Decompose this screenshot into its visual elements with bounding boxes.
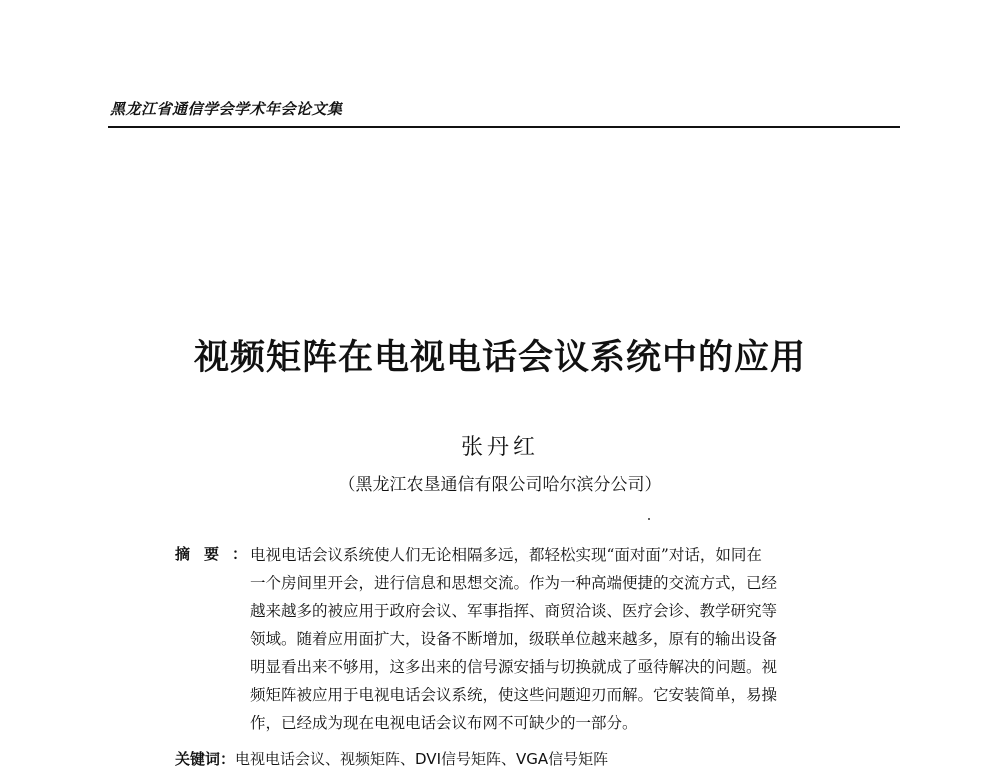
keywords-text: 电视电话会议、视频矩阵、DVI信号矩阵、VGA信号矩阵 xyxy=(235,750,609,768)
journal-header: 黑龙江省通信学会学术年会论文集 xyxy=(110,100,343,118)
abstract-line: 作，已经成为现在电视电话会议布网不可缺少的一部分。 xyxy=(250,714,638,732)
header-rule xyxy=(108,126,900,128)
paper-author: 张丹红 xyxy=(460,435,539,460)
abstract-line: 频矩阵被应用于电视电话会议系统，使这些问题迎刃而解。它安装简单，易操 xyxy=(250,686,778,704)
abstract-label: 摘要 xyxy=(175,545,234,563)
abstract-line: 电视电话会议系统使人们无论相隔多远，都轻松实现“面对面”对话，如同在 xyxy=(250,546,762,564)
paper-title: 视频矩阵在电视电话会议系统中的应用 xyxy=(193,337,806,378)
keywords xyxy=(175,748,608,769)
abstract-line: 明显看出来不够用，这多出来的信号源安插与切换就成了亟待解决的问题。视 xyxy=(250,658,778,676)
abstract-line: 越来越多的被应用于政府会议、军事指挥、商贸洽谈、医疗会诊、教学研究等 xyxy=(250,602,778,620)
keywords-label: 关键词： xyxy=(175,750,236,768)
author-affiliation: （黑龙江农垦通信有限公司哈尔滨分公司） xyxy=(338,475,662,495)
abstract-line: 领域。随着应用面扩大，设备不断增加，级联单位越来越多，原有的输出设备 xyxy=(250,630,778,648)
abstract-line: 一个房间里开会，进行信息和思想交流。作为一种高端便捷的交流方式，已经 xyxy=(250,574,778,592)
abstract-body xyxy=(250,541,835,737)
stray-dot xyxy=(648,518,650,520)
abstract-colon: ： xyxy=(232,545,248,563)
